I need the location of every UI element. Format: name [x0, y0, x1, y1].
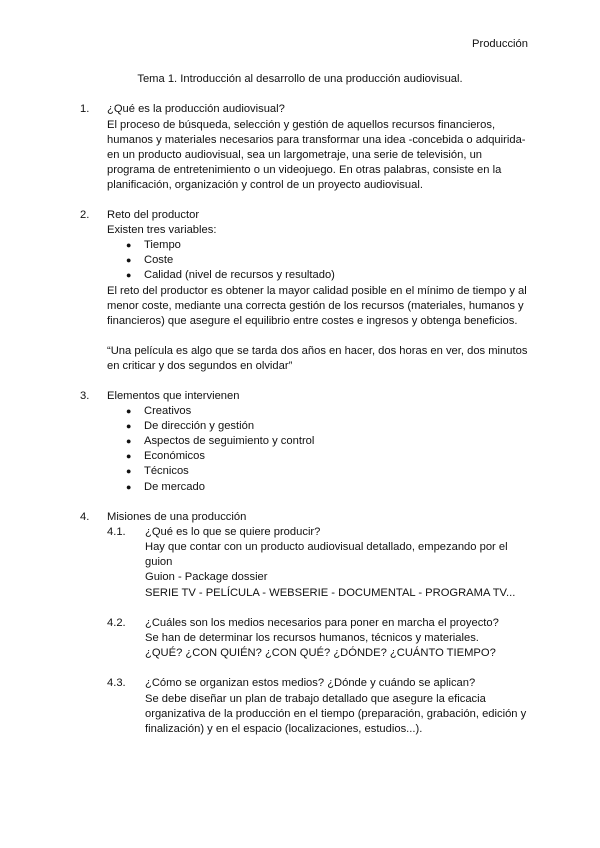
subsection-line: guion: [145, 556, 173, 568]
list-item: Tiempo: [144, 239, 181, 251]
subsection-number: 4.2.: [107, 617, 126, 629]
subsection-line: ¿QUÉ? ¿CON QUIÉN? ¿CON QUÉ? ¿DÓNDE? ¿CUÁNTO TIEMPO?: [145, 647, 496, 659]
section-3-heading: Elementos que intervienen: [107, 390, 240, 402]
bullet-icon: ●: [126, 451, 132, 461]
subsection-line: organizativa de la producción en el tiempo (preparación, grabación, edición y: [145, 708, 527, 720]
subsection-line: Guion - Package dossier: [145, 571, 268, 583]
section-1-line: programa de entretenimiento o un videojuego. En otras palabras, consiste en la: [107, 164, 502, 176]
list-item: Económicos: [144, 450, 205, 462]
section-4-number: 4.: [80, 511, 90, 523]
list-item: Técnicos: [144, 465, 189, 477]
list-item: De dirección y gestión: [144, 420, 255, 432]
list-item: De mercado: [144, 481, 205, 493]
subsection-line: SERIE TV - PELÍCULA - WEBSERIE - DOCUMENTAL - PROGRAMA TV...: [145, 587, 516, 599]
section-1-line: en un producto audiovisual, sea un largometraje, una serie de televisión, un: [107, 149, 483, 161]
quote-line: “Una película es algo que se tarda dos años en hacer, dos horas en ver, dos minutos: [107, 345, 528, 357]
section-1-line: planificación, organización y control de un proyecto audiovisual.: [107, 179, 423, 191]
bullet-icon: ●: [126, 240, 132, 250]
document-title: Tema 1. Introducción al desarrollo de una producción audiovisual.: [137, 73, 463, 85]
section-1-heading: ¿Qué es la producción audiovisual?: [107, 103, 285, 115]
bullet-icon: ●: [126, 466, 132, 476]
section-2-line: menor coste, mediante una correcta gestión de los recursos (materiales, humanos y: [107, 300, 524, 312]
subsection-line: ¿Cuáles son los medios necesarios para poner en marcha el proyecto?: [145, 617, 499, 629]
section-1-line: humanos y materiales necesarios para transformar una idea -concebida o adquirida-: [107, 134, 526, 146]
bullet-icon: ●: [126, 406, 132, 416]
subsection-line: finalización) y en el espacio (localizaciones, estudios...).: [145, 723, 423, 735]
subsection-number: 4.1.: [107, 526, 126, 538]
subsection-line: Se han de determinar los recursos humanos, técnicos y materiales.: [145, 632, 479, 644]
list-item: Creativos: [144, 405, 192, 417]
bullet-icon: ●: [126, 255, 132, 265]
section-2-line: El reto del productor es obtener la mayor calidad posible en el mínimo de tiempo y al: [107, 285, 527, 297]
quote-line: en criticar y dos segundos en olvidar”: [107, 360, 293, 372]
bullet-icon: ●: [126, 270, 132, 280]
subsection-line: Se debe diseñar un plan de trabajo detallado que asegure la eficacia: [145, 693, 486, 705]
bullet-icon: ●: [126, 482, 132, 492]
section-3-number: 3.: [80, 390, 90, 402]
list-item: Coste: [144, 254, 174, 266]
subsection-line: Hay que contar con un producto audiovisual detallado, empezando por el: [145, 541, 508, 553]
page-header: Producción: [472, 38, 528, 50]
bullet-icon: ●: [126, 436, 132, 446]
list-item: Aspectos de seguimiento y control: [144, 435, 315, 447]
subsection-line: ¿Qué es lo que se quiere producir?: [145, 526, 321, 538]
list-item: Calidad (nivel de recursos y resultado): [144, 269, 335, 281]
section-2-heading: Reto del productor: [107, 209, 200, 221]
section-2-line: financieros) que asegure el equilibrio entre costes e ingresos y obtenga beneficios.: [107, 315, 518, 327]
subsection-number: 4.3.: [107, 677, 126, 689]
section-2-intro: Existen tres variables:: [107, 224, 217, 236]
section-2-number: 2.: [80, 209, 90, 221]
bullet-icon: ●: [126, 421, 132, 431]
section-1-number: 1.: [80, 103, 90, 115]
subsection-line: ¿Cómo se organizan estos medios? ¿Dónde y cuándo se aplican?: [145, 677, 476, 689]
section-4-heading: Misiones de una producción: [107, 511, 247, 523]
section-1-line: El proceso de búsqueda, selección y gestión de aquellos recursos financieros,: [107, 119, 496, 131]
